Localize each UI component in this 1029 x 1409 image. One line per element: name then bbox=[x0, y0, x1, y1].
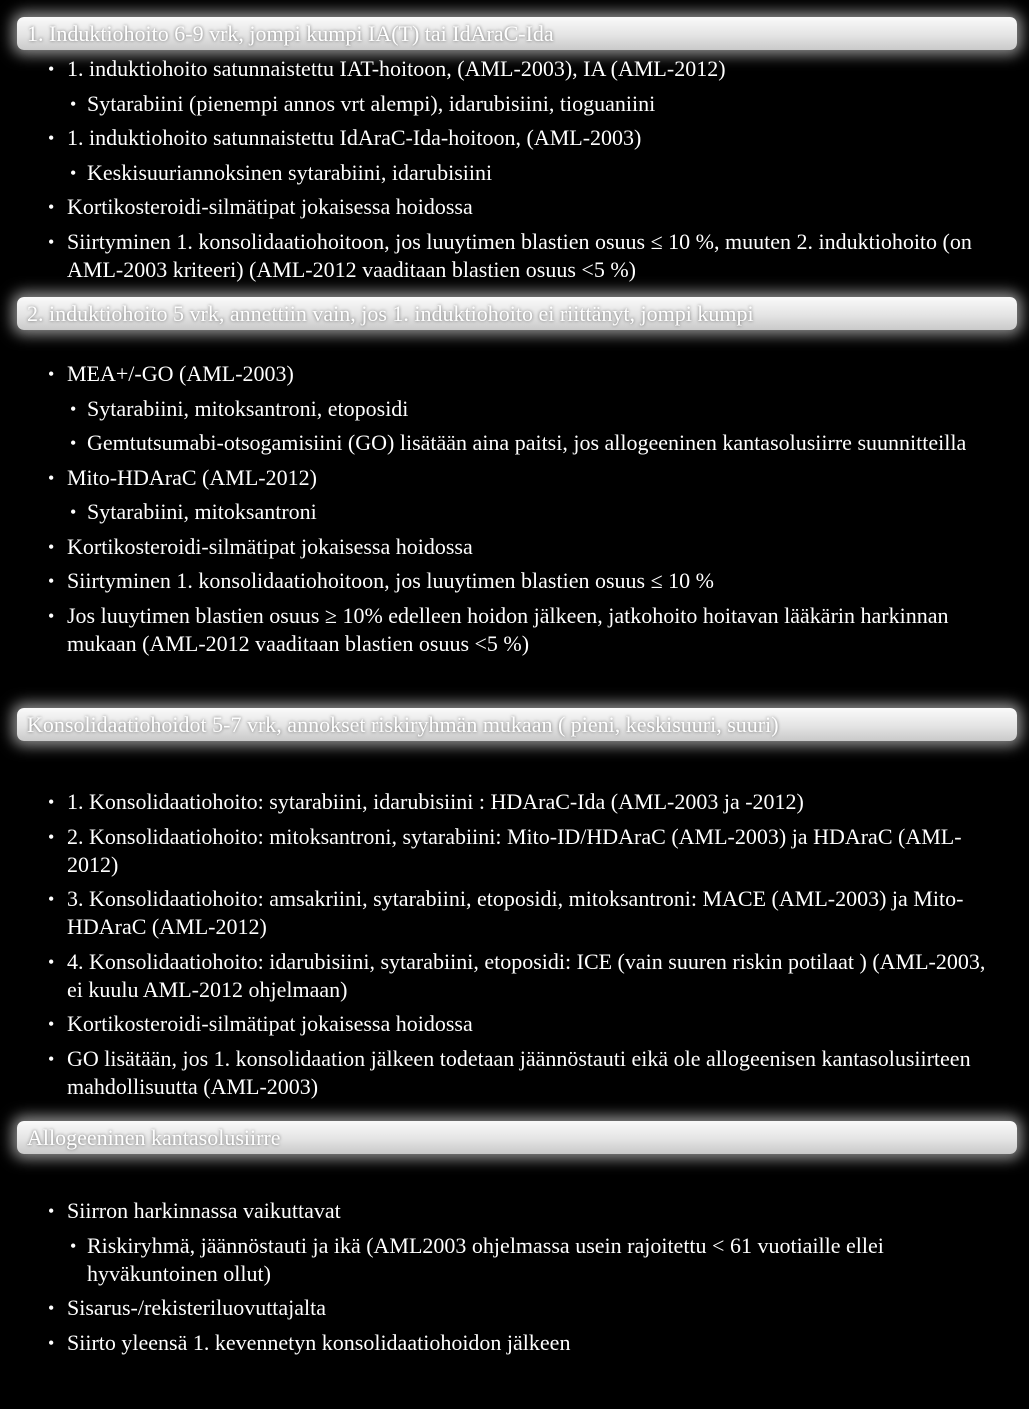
list-item bbox=[0, 885, 1029, 941]
list-item-text: 3. Konsolidaatiohoito: amsakriini, sytarabiini, etoposidi, mitoksantroni: MACE (AML-2003) ja Mito-HDAraC (AML-2012) bbox=[67, 886, 964, 939]
list-item-text: Kortikosteroidi-silmätipat jokaisessa hoidossa bbox=[67, 533, 473, 559]
bullet-icon: • bbox=[48, 1014, 55, 1034]
list-item bbox=[0, 1232, 1029, 1288]
list-item bbox=[0, 948, 1029, 1004]
list-item bbox=[0, 602, 1029, 658]
list-item bbox=[0, 567, 1029, 595]
section-header-consolidation: Konsolidaatiohoidot 5-7 vrk, annokset riskiryhmän mukaan ( pieni, keskisuuri, suuri) bbox=[17, 708, 1017, 741]
list-item bbox=[0, 395, 1029, 423]
bullet-icon: • bbox=[70, 1235, 77, 1256]
section-list-consolidation bbox=[0, 788, 1029, 1107]
bullet-icon: • bbox=[70, 398, 77, 419]
bullet-icon: • bbox=[70, 433, 77, 453]
list-item-text: Jos luuytimen blastien osuus ≥ 10% edelleen hoidon jälkeen, jatkohoito hoitavan lääkärin harkinnan mukaan (AML-2012 vaaditaan blastien osuus <5 %) bbox=[67, 602, 949, 656]
list-item-text: Sisarus-/rekisteriluovuttajalta bbox=[67, 1295, 327, 1320]
bullet-icon: • bbox=[48, 951, 55, 972]
list-item bbox=[0, 360, 1029, 388]
list-item bbox=[0, 464, 1029, 492]
list-item-text: 1. Konsolidaatiohoito: sytarabiini, idarubisiini : HDAraC-Ida (AML-2003 ja -2012) bbox=[67, 789, 804, 814]
section-header-induction-1: 1. Induktiohoito 6-9 vrk, jompi kumpi IA(T) tai IdAraC-Ida bbox=[17, 17, 1017, 50]
list-item-text: Siirto yleensä 1. kevennetyn konsolidaatiohoidon jälkeen bbox=[67, 1329, 571, 1355]
list-item-text: Keskisuuriannoksinen sytarabiini, idarubisiini bbox=[87, 159, 493, 185]
bullet-icon: • bbox=[70, 502, 77, 522]
bullet-icon: • bbox=[48, 1332, 55, 1353]
list-item bbox=[0, 228, 1029, 284]
bullet-icon: • bbox=[48, 536, 55, 557]
list-item-text: Riskiryhmä, jäännöstauti ja ikä (AML2003 ohjelmassa usein rajoitettu < 61 vuotiaille ellei hyväkuntoinen ollut) bbox=[87, 1232, 884, 1286]
list-item bbox=[0, 159, 1029, 187]
list-item bbox=[0, 1197, 1029, 1225]
list-item bbox=[0, 193, 1029, 221]
bullet-icon: • bbox=[70, 162, 77, 183]
bullet-icon: • bbox=[48, 605, 55, 626]
bullet-icon: • bbox=[48, 571, 55, 591]
bullet-icon: • bbox=[48, 1048, 55, 1069]
list-item bbox=[0, 498, 1029, 526]
list-item-text: Siirtyminen 1. konsolidaatiohoitoon, jos luuytimen blastien osuus ≤ 10 % bbox=[67, 568, 714, 593]
list-item-text: Mito-HDAraC (AML-2012) bbox=[67, 464, 317, 490]
list-item-text: Kortikosteroidi-silmätipat jokaisessa hoidossa bbox=[67, 1011, 473, 1036]
bullet-icon: • bbox=[48, 59, 55, 79]
list-item bbox=[0, 823, 1029, 879]
list-item-text: Sytarabiini (pienempi annos vrt alempi), idarubisiini, tioguaniini bbox=[87, 90, 656, 116]
section-header-allogeneic: Allogeeninen kantasolusiirre bbox=[17, 1121, 1017, 1154]
bullet-icon: • bbox=[48, 1201, 55, 1221]
bullet-icon: • bbox=[48, 197, 55, 217]
section-list-induction-2 bbox=[0, 360, 1029, 664]
section-header-induction-2: 2. induktiohoito 5 vrk, annettiin vain, jos 1. induktiohoito ei riittänyt, jompi kumpi bbox=[17, 297, 1017, 330]
list-item-text: GO lisätään, jos 1. konsolidaation jälkeen todetaan jäännöstauti eikä ole allogeenisen kantasolusiirteen mahdollisuutta (AML-2003) bbox=[67, 1045, 971, 1099]
list-item bbox=[0, 124, 1029, 152]
bullet-icon: • bbox=[48, 467, 55, 488]
bullet-icon: • bbox=[48, 231, 55, 252]
list-item bbox=[0, 429, 1029, 457]
list-item-text: Gemtutsumabi-otsogamisiini (GO) lisätään aina paitsi, jos allogeeninen kantasolusiirre suunnitteilla bbox=[87, 430, 967, 455]
list-item bbox=[0, 1294, 1029, 1322]
list-item-text: 1. induktiohoito satunnaistettu IdAraC-Ida-hoitoon, (AML-2003) bbox=[67, 125, 642, 150]
bullet-icon: • bbox=[48, 1298, 55, 1318]
list-item-text: Siirron harkinnassa vaikuttavat bbox=[67, 1198, 341, 1223]
list-item bbox=[0, 533, 1029, 561]
section-list-allogeneic bbox=[0, 1197, 1029, 1363]
list-item-text: Sytarabiini, mitoksantroni, etoposidi bbox=[87, 395, 409, 421]
list-item bbox=[0, 1329, 1029, 1357]
list-item bbox=[0, 55, 1029, 83]
bullet-icon: • bbox=[48, 364, 55, 384]
bullet-icon: • bbox=[48, 128, 55, 148]
list-item-text: Sytarabiini, mitoksantroni bbox=[87, 499, 317, 524]
list-item bbox=[0, 90, 1029, 118]
list-item bbox=[0, 788, 1029, 816]
bullet-icon: • bbox=[70, 93, 77, 114]
bullet-icon: • bbox=[48, 792, 55, 812]
list-item-text: Siirtyminen 1. konsolidaatiohoitoon, jos luuytimen blastien osuus ≤ 10 %, muuten 2. induktiohoito (on AML-2003 kriteeri) (AML-2012 vaaditaan blastien osuus <5 %) bbox=[67, 228, 972, 282]
list-item bbox=[0, 1010, 1029, 1038]
bullet-icon: • bbox=[48, 889, 55, 909]
section-list-induction-1 bbox=[0, 55, 1029, 290]
list-item-text: MEA+/-GO (AML-2003) bbox=[67, 361, 294, 386]
bullet-icon: • bbox=[48, 826, 55, 847]
list-item bbox=[0, 1045, 1029, 1101]
list-item-text: 1. induktiohoito satunnaistettu IAT-hoitoon, (AML-2003), IA (AML-2012) bbox=[67, 56, 726, 81]
list-item-text: 2. Konsolidaatiohoito: mitoksantroni, sytarabiini: Mito-ID/HDAraC (AML-2003) ja HDAraC (AML-2012) bbox=[67, 823, 962, 877]
list-item-text: 4. Konsolidaatiohoito: idarubisiini, sytarabiini, etoposidi: ICE (vain suuren riskin potilaat ) (AML-2003, ei kuulu AML-2012 ohjelmaan) bbox=[67, 948, 986, 1002]
list-item-text: Kortikosteroidi-silmätipat jokaisessa hoidossa bbox=[67, 194, 473, 219]
